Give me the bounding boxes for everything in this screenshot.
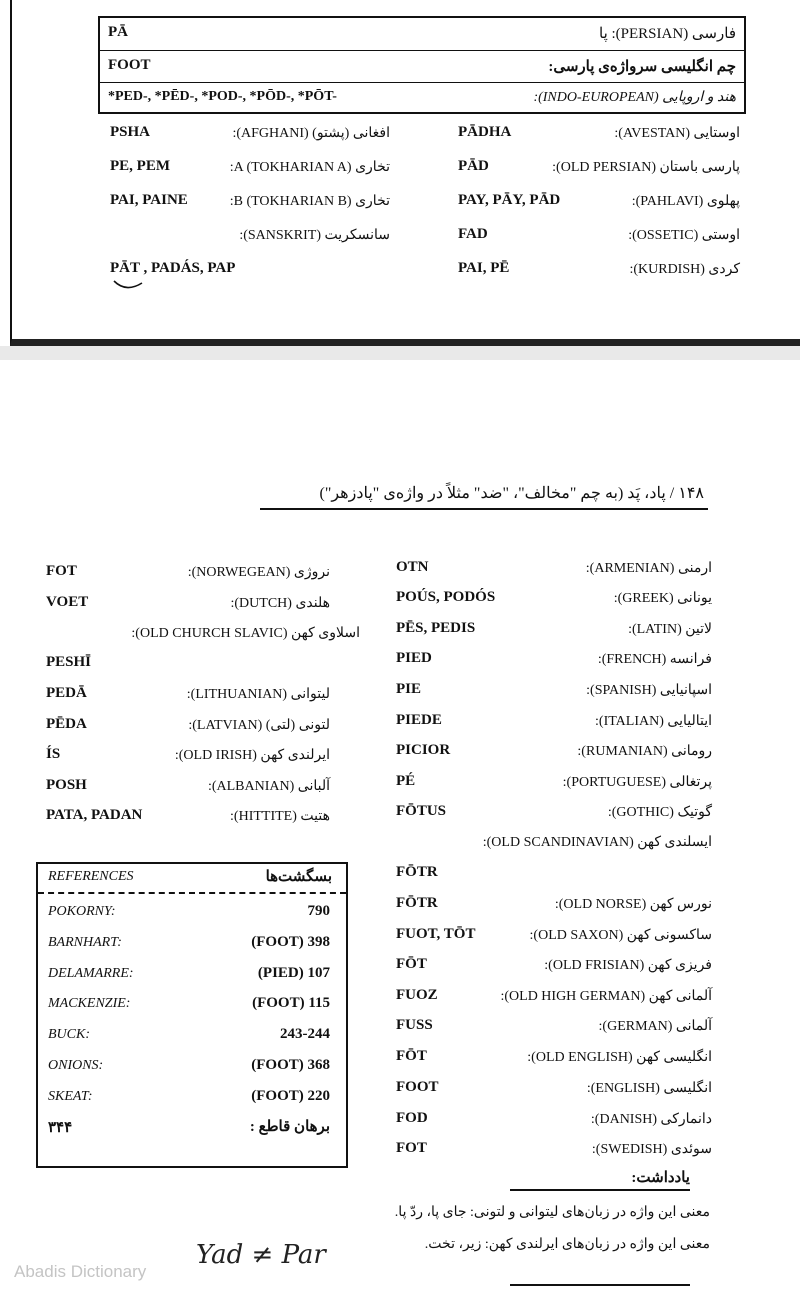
left-word: PĒDA [46,716,87,732]
right-label: اسپانیایی (SPANISH): [586,683,712,698]
top-right-label: کردی (KURDISH): [629,262,740,277]
reference-name: SKEAT: [48,1089,93,1104]
references-box [36,862,348,1168]
right-label: یونانی (GREEK): [613,591,712,606]
right-label: نورس کهن (OLD NORSE): [554,897,712,912]
right-label: ساکسونی کهن (OLD SAXON): [529,928,712,943]
top-right-word: PAI, PĒ [458,260,510,276]
top-left-word: PSHA [110,124,151,140]
right-label: آلمانی (GERMAN): [598,1019,712,1034]
right-label: گوتیک (GOTHIC): [607,805,712,820]
top-left-word: PĀT , PADÁS, PAP [110,260,236,276]
header-row-persian [100,18,744,50]
right-label: فریزی کهن (OLD FRISIAN): [544,958,712,973]
right-label: رومانی (RUMANIAN): [577,744,712,759]
right-word: OTN [396,559,429,575]
note-line: معنی این واژه در زبان‌های لیتوانی و لتونی: جای پا، ردّ پا. [394,1205,710,1220]
header-row-english [100,50,744,83]
reference-value: (PIED) 107 [257,965,330,981]
left-label: لیتوانی (LITHUANIAN): [186,687,330,702]
indo-european-label: هند و اروپایی (INDO-EUROPEAN): [533,90,736,105]
top-scan-page [0,0,800,358]
right-word: PĒS, PEDIS [396,620,476,636]
page-header-text: ۱۴۸ / پاد، پَد (به چم "مخالف"، "ضد" مثلاً در واژه‌ی "پادزهر") [319,485,704,502]
top-left-word: PE, PEM [110,158,170,174]
top-left-label: سانسکریت (SANSKRIT): [239,228,390,243]
right-label: سوئدی (SWEDISH): [591,1142,712,1157]
reference-name: BUCK: [48,1027,90,1042]
left-label: نروژی (NORWEGEAN): [187,565,330,580]
right-label: دانمارکی (DANISH): [590,1112,712,1127]
right-label: فرانسه (FRENCH): [597,652,712,667]
right-label: ایسلندی کهن (OLD SCANDINAVIAN): [482,835,712,850]
left-label: هتیت (HITTITE): [230,809,330,824]
reference-name: MACKENZIE: [48,996,131,1011]
left-label: آلبانی (ALBANIAN): [207,779,330,794]
right-label: لاتین (LATIN): [628,622,712,637]
top-left-label: تخاری B (TOKHARIAN B): [229,194,390,209]
reference-name: DELAMARRE: [48,966,134,981]
reference-name: ONIONS: [48,1058,104,1073]
reference-value: (FOOT) 368 [251,1057,330,1073]
references-header [38,864,346,894]
left-label: لتونی (لتی) (LATVIAN): [188,718,330,733]
right-word: FŌTUS [396,803,447,819]
right-word: PIEDE [396,712,442,728]
right-label: انگلیسی (ENGLISH): [586,1081,712,1096]
right-label: پرتغالی (PORTUGUESE): [562,775,712,790]
top-right-label: پهلوی (PAHLAVI): [631,194,740,209]
right-label: ارمنی (ARMENIAN): [585,561,712,576]
top-left-label: تخاری A (TOKHARIAN A): [229,160,390,175]
right-label: انگلیسی کهن (OLD ENGLISH): [527,1050,712,1065]
right-label: آلمانی کهن (OLD HIGH GERMAN): [500,989,712,1004]
left-word: FOT [46,563,77,579]
top-right-word: PAY, PĀY, PĀD [458,192,561,208]
indo-european-roots: *PED-, *PĒD-, *POD-, *PŌD-, *PŌT- [108,89,337,104]
top-right-word: PĀDHA [458,124,512,140]
right-word: FOT [396,1140,427,1156]
bottom-rule [510,1284,690,1286]
watermark: Abadis Dictionary [14,1262,147,1281]
reference-value: 243-244 [280,1026,330,1042]
right-word: FŌT [396,956,427,972]
underline-squiggle [112,277,146,291]
left-word: PATA, PADAN [46,807,143,823]
references-title-fa: بسگشت‌ها [265,869,332,885]
right-word: FUOT, TŌT [396,926,476,942]
reference-value: برهان قاطع : [249,1119,330,1135]
right-word: FOOT [396,1079,439,1095]
right-word: FUSS [396,1017,433,1033]
page-gap [0,346,800,360]
right-word: PIE [396,681,422,697]
reference-value: (FOOT) 220 [251,1088,330,1104]
persian-word: PĀ [108,24,128,40]
top-right-label: اوستایی (AVESTAN): [614,126,740,141]
header-box [98,16,746,114]
reference-value: (FOOT) 398 [251,934,330,950]
left-word: ÍS [46,746,61,762]
top-right-word: FAD [458,226,488,242]
right-word: FŌTR [396,895,438,911]
left-word: VOET [46,594,89,610]
right-word: POÚS, PODÓS [396,589,496,605]
left-label: ایرلندی کهن (OLD IRISH): [174,748,330,763]
persian-label: فارسی (PERSIAN): پا [599,26,736,42]
reference-value: 790 [307,903,330,919]
right-word: FUOZ [396,987,438,1003]
left-word: POSH [46,777,87,793]
right-word: FŌTR [396,864,438,880]
right-word: PIED [396,650,432,666]
right-label: ایتالیایی (ITALIAN): [595,714,712,729]
right-word: FOD [396,1110,428,1126]
header-row-indo-european [100,82,744,115]
top-right-word: PĀD [458,158,489,174]
right-word: FŌT [396,1048,427,1064]
right-word: PICIOR [396,742,451,758]
reference-name: ۳۴۴ [48,1120,73,1136]
left-label: هلندی (DUTCH): [230,596,330,611]
left-word: PEDĀ [46,685,87,701]
english-word: FOOT [108,57,151,73]
page-header [260,480,708,510]
left-word: PESHĪ [46,654,92,670]
notes-title: یادداشت: [510,1168,690,1191]
top-right-label: اوستی (OSSETIC): [628,228,740,243]
top-right-label: پارسی باستان (OLD PERSIAN): [552,160,740,175]
top-left-label: افغانی (پشتو) (AFGHANI): [232,126,390,141]
references-title-en: REFERENCES [48,869,134,884]
reference-name: POKORNY: [48,904,116,919]
right-word: PÉ [396,773,416,789]
handwritten-note: Yad ≠ Par [196,1240,326,1270]
note-line: معنی این واژه در زبان‌های ایرلندی کهن: زیر، تخت. [424,1237,710,1252]
top-left-word: PAI, PAINE [110,192,188,208]
reference-name: BARNHART: [48,935,122,950]
reference-value: (FOOT) 115 [252,995,330,1011]
left-label: اسلاوی کهن (OLD CHURCH SLAVIC): [131,626,360,641]
english-label: چم انگلیسی سرواژه‌ی پارسی: [548,59,736,75]
